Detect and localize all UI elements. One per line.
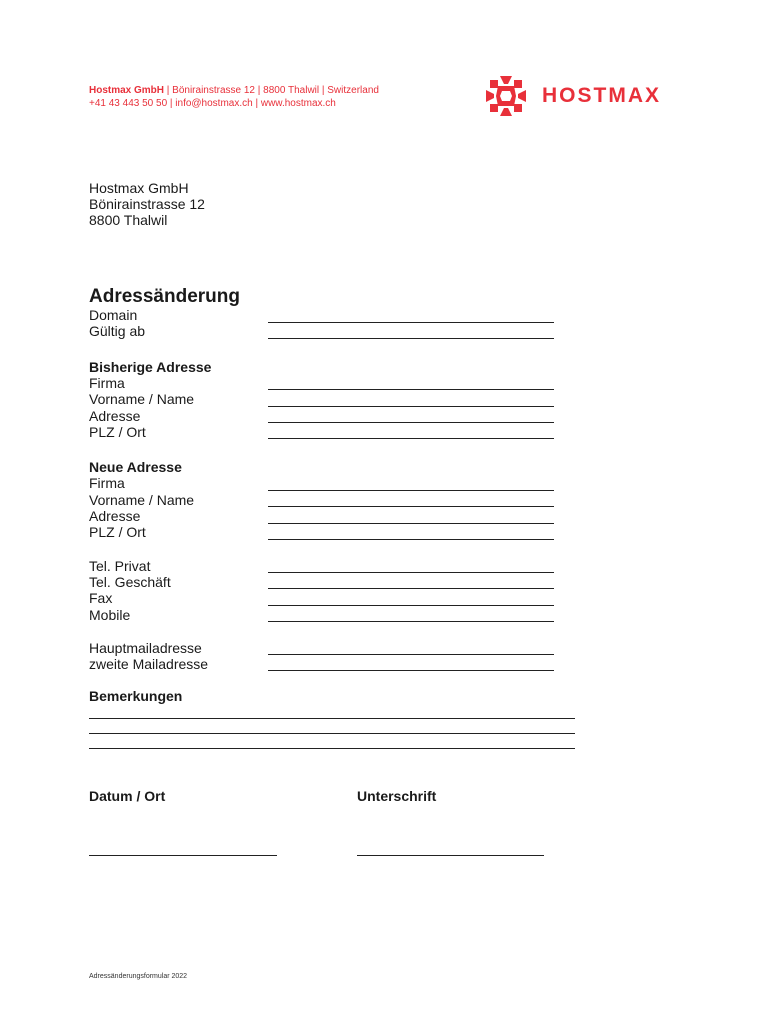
signature-label: Unterschrift [357,788,437,804]
old-name-field[interactable] [268,406,554,407]
hostmax-logo-text: HOSTMAX [542,84,661,107]
remarks-line-2[interactable] [89,733,575,734]
main-mail-field[interactable] [268,654,554,655]
tel-private-field[interactable] [268,572,554,573]
domain-label: Domain [89,307,138,323]
valid-from-label: Gültig ab [89,323,146,339]
new-address-heading: Neue Adresse [89,459,182,475]
new-plz-label: PLZ / Ort [89,524,146,540]
letterhead-contact: +41 43 443 50 50 | info@hostmax.ch | www.hostmax.ch [89,98,336,109]
old-plz-field[interactable] [268,438,554,439]
new-plz-field[interactable] [268,539,554,540]
signature-field[interactable] [357,855,544,856]
hostmax-logo-icon [486,76,526,116]
letterhead-company: Hostmax GmbH [89,85,165,96]
form-title: Adressänderung [89,286,240,307]
fax-label: Fax [89,590,113,606]
new-firma-label: Firma [89,475,125,491]
new-firma-field[interactable] [268,490,554,491]
second-mail-label: zweite Mailadresse [89,656,209,672]
old-firma-label: Firma [89,375,125,391]
new-adresse-label: Adresse [89,508,141,524]
old-adresse-field[interactable] [268,422,554,423]
tel-business-label: Tel. Geschäft [89,574,171,590]
footer-text: Adressänderungsformular 2022 [89,973,188,980]
old-firma-field[interactable] [268,389,554,390]
old-plz-label: PLZ / Ort [89,424,146,440]
old-name-label: Vorname / Name [89,391,195,407]
mobile-field[interactable] [268,621,554,622]
date-place-label: Datum / Ort [89,788,166,804]
remarks-line-1[interactable] [89,718,575,719]
second-mail-field[interactable] [268,670,554,671]
date-place-field[interactable] [89,855,277,856]
old-adresse-label: Adresse [89,408,141,424]
main-mail-label: Hauptmailadresse [89,640,202,656]
mobile-label: Mobile [89,607,131,623]
letterhead-address-line: | Bönirainstrasse 12 | 8800 Thalwil | Switzerland [164,85,379,96]
domain-field[interactable] [268,322,554,323]
remarks-line-3[interactable] [89,748,575,749]
tel-business-field[interactable] [268,588,554,589]
new-name-field[interactable] [268,506,554,507]
recipient-line-3: 8800 Thalwil [89,212,168,228]
remarks-heading: Bemerkungen [89,688,183,704]
new-name-label: Vorname / Name [89,492,195,508]
tel-private-label: Tel. Privat [89,558,151,574]
fax-field[interactable] [268,605,554,606]
recipient-line-2: Bönirainstrasse 12 [89,196,205,212]
old-address-heading: Bisherige Adresse [89,359,212,375]
new-adresse-field[interactable] [268,523,554,524]
letterhead-address [89,84,379,97]
valid-from-field[interactable] [268,338,554,339]
recipient-line-1: Hostmax GmbH [89,180,189,196]
